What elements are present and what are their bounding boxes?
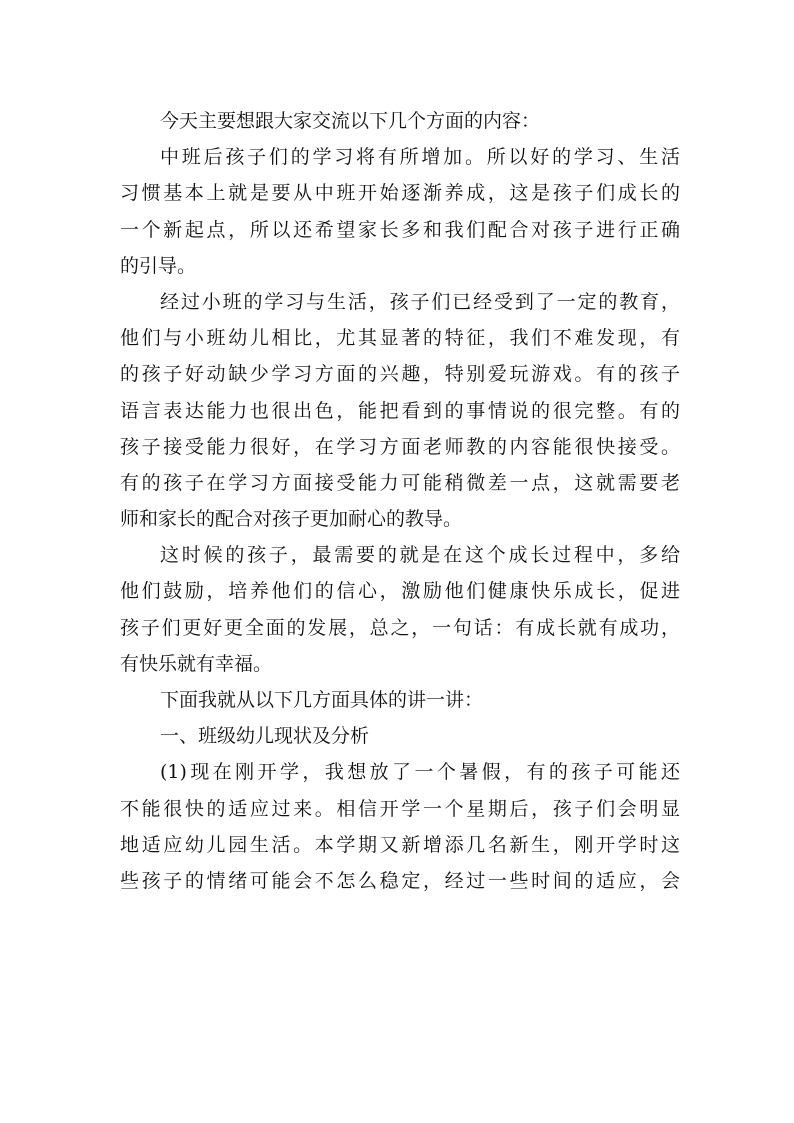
document-body bbox=[120, 103, 680, 899]
section-heading: 一、班级幼儿现状及分析 bbox=[160, 725, 370, 748]
paragraph-line: (1)现在刚开学，我想放了一个暑假，有的孩子可能还 bbox=[160, 761, 680, 784]
paragraph-line: 他们鼓励，培养他们的信心，激励他们健康快乐成长，促进 bbox=[120, 580, 680, 603]
paragraph-line: 孩子们更好更全面的发展，总之，一句话：有成长就有成功， bbox=[120, 616, 680, 639]
paragraph-line: 他们与小班幼儿相比，尤其显著的特征，我们不难发现，有 bbox=[120, 327, 680, 350]
paragraph-line: 地适应幼儿园生活。本学期又新增添几名新生，刚开学时这 bbox=[120, 833, 680, 856]
paragraph-line: 下面我就从以下几方面具体的讲一讲： bbox=[160, 689, 484, 711]
paragraph-line: 中班后孩子们的学习将有所增加。所以好的学习、生活 bbox=[160, 146, 680, 169]
paragraph-line: 的孩子好动缺少学习方面的兴趣，特别爱玩游戏。有的孩子 bbox=[120, 363, 680, 386]
paragraph-line: 一个新起点，所以还希望家长多和我们配合对孩子进行正确 bbox=[120, 218, 680, 241]
paragraph-line: 这时候的孩子，最需要的就是在这个成长过程中，多给 bbox=[160, 544, 680, 567]
paragraph-line: 孩子接受能力很好，在学习方面老师教的内容能很快接受。 bbox=[120, 435, 680, 458]
paragraph-line: 师和家长的配合对孩子更加耐心的教导。 bbox=[120, 508, 463, 531]
paragraph-line: 有快乐就有幸福。 bbox=[120, 652, 273, 675]
paragraph-line: 经过小班的学习与生活，孩子们已经受到了一定的教育， bbox=[160, 290, 680, 313]
paragraph-line: 今天主要想跟大家交流以下几个方面的内容： bbox=[160, 110, 541, 132]
paragraph-line: 有的孩子在学习方面接受能力可能稍微差一点，这就需要老 bbox=[120, 471, 680, 494]
paragraph-line: 不能很快的适应过来。相信开学一个星期后，孩子们会明显 bbox=[120, 797, 680, 820]
paragraph-line: 的引导。 bbox=[120, 254, 197, 277]
paragraph-line: 语言表达能力也很出色，能把看到的事情说的很完整。有的 bbox=[120, 399, 680, 422]
paragraph-line: 些孩子的情绪可能会不怎么稳定，经过一些时间的适应，会 bbox=[120, 869, 680, 892]
paragraph-line: 习惯基本上就是要从中班开始逐渐养成，这是孩子们成长的 bbox=[120, 182, 680, 205]
